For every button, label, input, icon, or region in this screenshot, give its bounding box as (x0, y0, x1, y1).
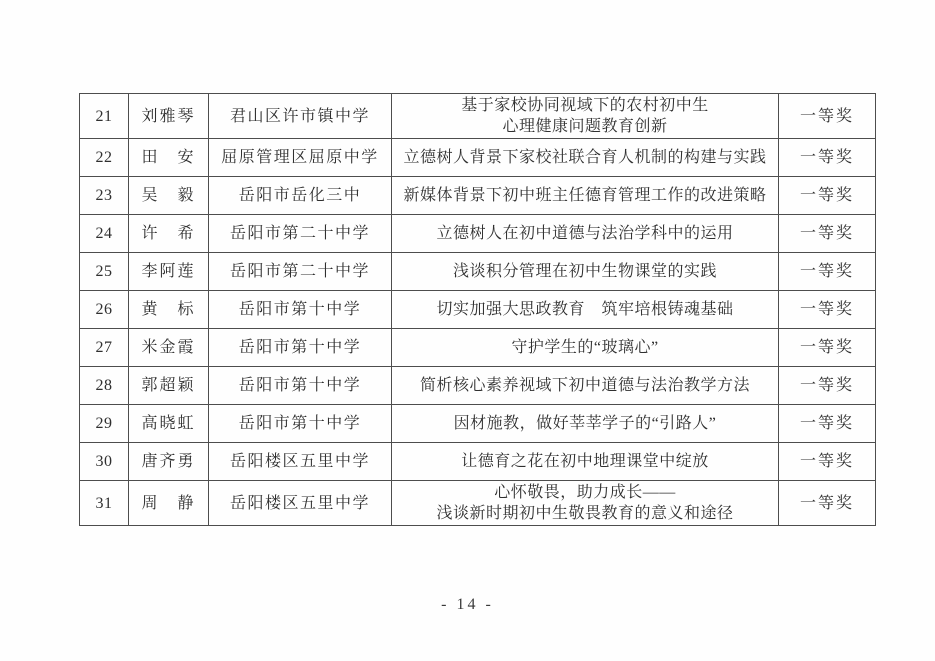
cell-teacher-name: 黄 标 (129, 291, 209, 329)
cell-school-name: 岳阳楼区五里中学 (209, 481, 392, 526)
paper-title-line: 浅谈新时期初中生敬畏教育的意义和途径 (436, 505, 734, 522)
cell-award-level: 一等奖 (779, 177, 876, 215)
page-number: - 14 - (441, 596, 494, 613)
table-row (80, 367, 876, 405)
cell-award-level: 一等奖 (779, 481, 876, 526)
awards-table (79, 93, 876, 526)
paper-title-line: 简析核心素养视域下初中道德与法治教学方法 (419, 377, 750, 394)
paper-title-line: 让德育之花在初中地理课堂中绽放 (461, 453, 709, 470)
awards-table-body (80, 94, 876, 526)
cell-entry-number: 27 (80, 329, 129, 367)
cell-paper-title (392, 94, 779, 139)
paper-title-line: 立德树人在初中道德与法治学科中的运用 (436, 225, 734, 242)
cell-teacher-name: 周 静 (129, 481, 209, 526)
cell-teacher-name: 高晓虹 (129, 405, 209, 443)
cell-teacher-name: 李阿莲 (129, 253, 209, 291)
paper-title-line: 浅谈积分管理在初中生物课堂的实践 (452, 263, 717, 280)
cell-paper-title (392, 443, 779, 481)
cell-entry-number: 24 (80, 215, 129, 253)
table-row (80, 94, 876, 139)
table-row (80, 329, 876, 367)
cell-entry-number: 26 (80, 291, 129, 329)
cell-school-name: 岳阳市第十中学 (209, 291, 392, 329)
cell-paper-title (392, 215, 779, 253)
cell-teacher-name: 米金霞 (129, 329, 209, 367)
cell-award-level: 一等奖 (779, 367, 876, 405)
cell-teacher-name: 唐齐勇 (129, 443, 209, 481)
cell-school-name: 岳阳市第十中学 (209, 367, 392, 405)
cell-teacher-name: 田 安 (129, 139, 209, 177)
cell-teacher-name: 吴 毅 (129, 177, 209, 215)
cell-award-level: 一等奖 (779, 291, 876, 329)
paper-title-line: 守护学生的“玻璃心” (511, 339, 659, 356)
cell-paper-title (392, 329, 779, 367)
cell-award-level: 一等奖 (779, 443, 876, 481)
table-row (80, 481, 876, 526)
cell-award-level: 一等奖 (779, 329, 876, 367)
cell-entry-number: 29 (80, 405, 129, 443)
cell-school-name: 岳阳市第二十中学 (209, 253, 392, 291)
paper-title-line: 新媒体背景下初中班主任德育管理工作的改进策略 (403, 187, 767, 204)
cell-paper-title (392, 367, 779, 405)
cell-entry-number: 31 (80, 481, 129, 526)
table-row (80, 139, 876, 177)
cell-paper-title (392, 291, 779, 329)
paper-title-line: 基于家校协同视域下的农村初中生 (461, 97, 709, 114)
cell-award-level: 一等奖 (779, 94, 876, 139)
cell-paper-title (392, 139, 779, 177)
cell-school-name: 屈原管理区屈原中学 (209, 139, 392, 177)
table-row (80, 215, 876, 253)
cell-entry-number: 25 (80, 253, 129, 291)
cell-entry-number: 21 (80, 94, 129, 139)
cell-school-name: 君山区许市镇中学 (209, 94, 392, 139)
paper-title-line: 切实加强大思政教育 筑牢培根铸魂基础 (436, 301, 734, 318)
paper-title-line: 心怀敬畏，助力成长—— (494, 484, 676, 501)
cell-entry-number: 30 (80, 443, 129, 481)
table-row (80, 443, 876, 481)
cell-school-name: 岳阳市第十中学 (209, 405, 392, 443)
cell-award-level: 一等奖 (779, 405, 876, 443)
cell-paper-title (392, 405, 779, 443)
cell-award-level: 一等奖 (779, 215, 876, 253)
cell-paper-title (392, 253, 779, 291)
paper-title-line: 因材施教，做好莘莘学子的“引路人” (453, 415, 717, 432)
table-row (80, 253, 876, 291)
cell-school-name: 岳阳市岳化三中 (209, 177, 392, 215)
cell-entry-number: 22 (80, 139, 129, 177)
cell-paper-title (392, 481, 779, 526)
cell-teacher-name: 许 希 (129, 215, 209, 253)
cell-school-name: 岳阳市第二十中学 (209, 215, 392, 253)
paper-title-line: 心理健康问题教育创新 (502, 118, 668, 135)
cell-school-name: 岳阳市第十中学 (209, 329, 392, 367)
cell-teacher-name: 刘雅琴 (129, 94, 209, 139)
table-row (80, 177, 876, 215)
cell-entry-number: 23 (80, 177, 129, 215)
cell-award-level: 一等奖 (779, 253, 876, 291)
paper-title-line: 立德树人背景下家校社联合育人机制的构建与实践 (403, 149, 767, 166)
cell-school-name: 岳阳楼区五里中学 (209, 443, 392, 481)
cell-teacher-name: 郭超颖 (129, 367, 209, 405)
table-row (80, 291, 876, 329)
table-row (80, 405, 876, 443)
cell-entry-number: 28 (80, 367, 129, 405)
cell-paper-title (392, 177, 779, 215)
cell-award-level: 一等奖 (779, 139, 876, 177)
